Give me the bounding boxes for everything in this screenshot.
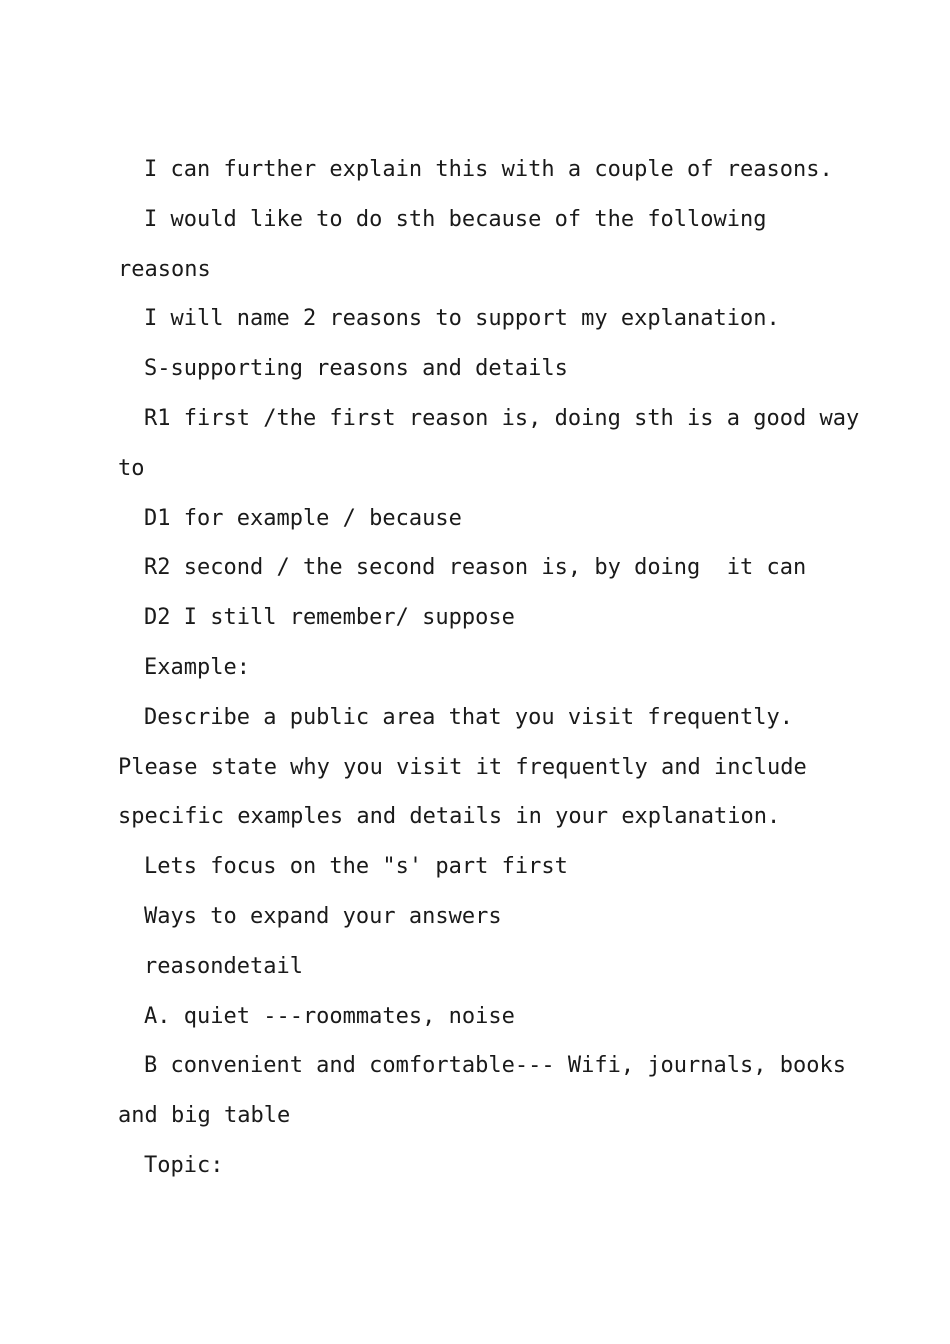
text-line: I would like to do sth because of the following [144, 206, 767, 232]
text-line: A. quiet ---roommates, noise [144, 1003, 515, 1029]
text-line: Lets focus on the "s' part first [144, 854, 568, 880]
text-line: reasons [118, 256, 211, 282]
text-line: B convenient and comfortable--- Wifi, journals, books [144, 1053, 846, 1079]
text-line: R2 second / the second reason is, by doing it can [144, 555, 807, 581]
text-line: specific examples and details in your explanation. [118, 804, 781, 830]
text-line: Ways to expand your answers [144, 903, 502, 929]
text-line: I will name 2 reasons to support my explanation. [144, 306, 780, 332]
text-line: to [118, 455, 145, 481]
text-line: Example: [144, 654, 250, 680]
text-line: D2 I still remember/ suppose [144, 605, 515, 631]
text-line: reasondetail [144, 953, 303, 979]
document-page [118, 148, 860, 1194]
text-line: Topic: [144, 1152, 224, 1178]
text-line: and big table [118, 1103, 291, 1129]
text-line: Please state why you visit it frequently and include [118, 754, 807, 780]
text-line: D1 for example / because [144, 505, 462, 531]
text-line: I can further explain this with a couple of reasons. [144, 157, 833, 182]
text-line: Describe a public area that you visit frequently. [144, 704, 794, 730]
text-line: S-supporting reasons and details [144, 356, 568, 382]
text-line: R1 first /the first reason is, doing sth is a good way [144, 405, 860, 431]
